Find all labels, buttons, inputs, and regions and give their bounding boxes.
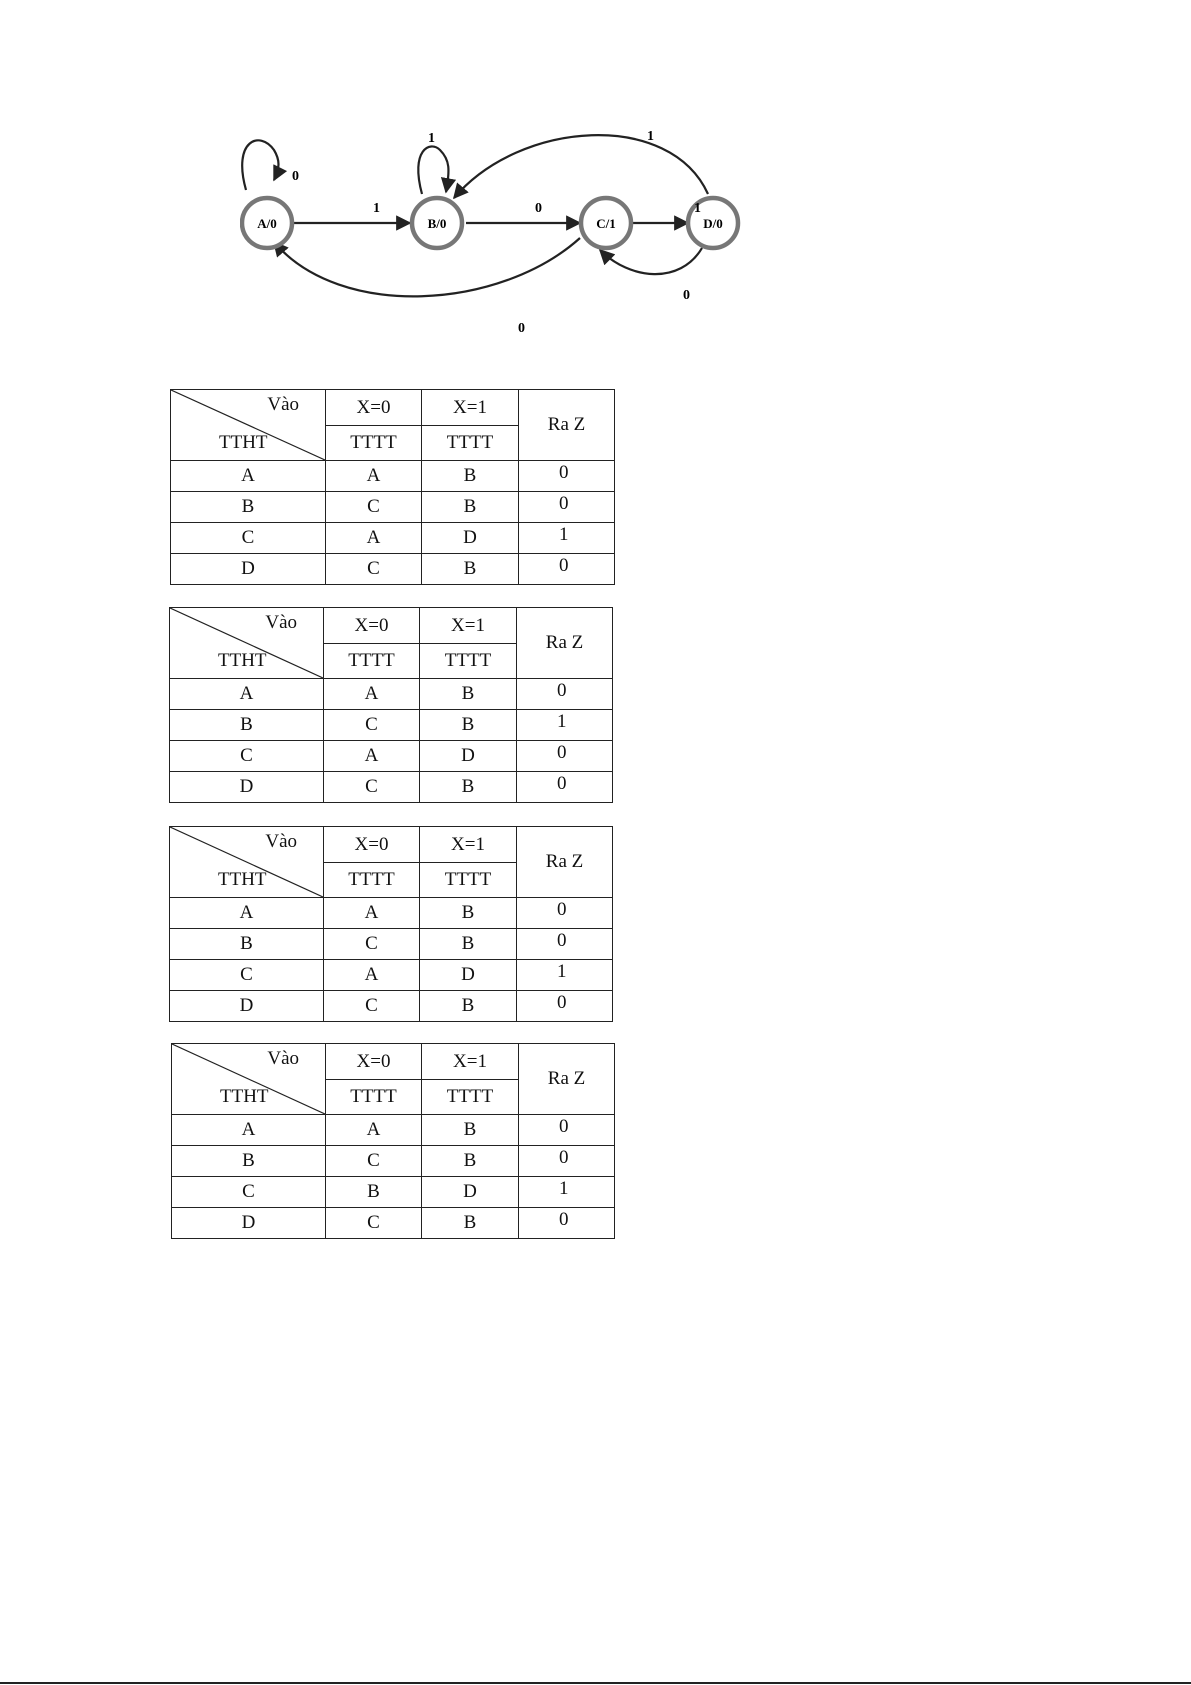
next-state-x1-cell: B bbox=[420, 898, 517, 929]
state-label: TTHT bbox=[218, 869, 267, 890]
output-cell: 1 bbox=[519, 523, 615, 554]
state-node-c bbox=[581, 198, 631, 248]
x0-header: X=0 bbox=[326, 1044, 422, 1080]
output-header: Ra Z bbox=[517, 608, 613, 679]
table-row bbox=[171, 492, 615, 523]
next-state-x0-cell: A bbox=[324, 960, 420, 991]
output-cell: 0 bbox=[517, 679, 613, 710]
next-state-x0-cell: A bbox=[324, 898, 420, 929]
current-state-cell: D bbox=[170, 991, 324, 1022]
next-state-x1-cell: D bbox=[420, 960, 517, 991]
state-label: TTHT bbox=[219, 432, 268, 453]
table-corner-header bbox=[170, 827, 324, 898]
next-state-x1-cell: B bbox=[422, 1146, 519, 1177]
input-label: Vào bbox=[265, 612, 297, 633]
next-state-header-x1: TTTT bbox=[422, 426, 519, 461]
x0-header: X=0 bbox=[324, 827, 420, 863]
table-row bbox=[171, 461, 615, 492]
output-cell: 0 bbox=[517, 991, 613, 1022]
next-state-x0-cell: A bbox=[324, 741, 420, 772]
edge-label-c-a: 0 bbox=[518, 321, 525, 336]
current-state-cell: D bbox=[172, 1208, 326, 1239]
current-state-cell: B bbox=[172, 1146, 326, 1177]
output-cell: 0 bbox=[519, 461, 615, 492]
table-row bbox=[171, 554, 615, 585]
output-header: Ra Z bbox=[519, 390, 615, 461]
current-state-cell: B bbox=[171, 492, 326, 523]
output-cell: 0 bbox=[519, 1146, 615, 1177]
current-state-cell: A bbox=[172, 1115, 326, 1146]
state-node-a bbox=[242, 198, 292, 248]
state-table-1 bbox=[170, 389, 615, 585]
table-row bbox=[170, 679, 613, 710]
next-state-header-x1: TTTT bbox=[422, 1080, 519, 1115]
next-state-x0-cell: A bbox=[326, 461, 422, 492]
x0-header: X=0 bbox=[326, 390, 422, 426]
edge-label-d-b: 1 bbox=[647, 129, 654, 144]
next-state-x0-cell: C bbox=[326, 1146, 422, 1177]
table-row bbox=[170, 991, 613, 1022]
next-state-x0-cell: A bbox=[326, 523, 422, 554]
table-row bbox=[170, 960, 613, 991]
next-state-x0-cell: C bbox=[326, 554, 422, 585]
table-row bbox=[170, 929, 613, 960]
state-label-b: B/0 bbox=[427, 216, 447, 231]
output-cell: 0 bbox=[517, 741, 613, 772]
edge-label-a-a: 0 bbox=[292, 169, 299, 184]
current-state-cell: C bbox=[170, 741, 324, 772]
state-label-a: A/0 bbox=[257, 216, 277, 231]
table-row bbox=[172, 1146, 615, 1177]
next-state-x1-cell: B bbox=[420, 929, 517, 960]
next-state-x1-cell: D bbox=[422, 1177, 519, 1208]
output-cell: 0 bbox=[519, 554, 615, 585]
state-table-2 bbox=[169, 607, 613, 803]
output-cell: 1 bbox=[517, 960, 613, 991]
current-state-cell: C bbox=[172, 1177, 326, 1208]
output-header: Ra Z bbox=[517, 827, 613, 898]
next-state-x1-cell: B bbox=[422, 554, 519, 585]
edge-label-a-b: 1 bbox=[373, 201, 380, 216]
x1-header: X=1 bbox=[420, 827, 517, 863]
state-label: TTHT bbox=[220, 1086, 269, 1107]
next-state-x0-cell: C bbox=[324, 991, 420, 1022]
next-state-x1-cell: D bbox=[422, 523, 519, 554]
next-state-x1-cell: B bbox=[420, 679, 517, 710]
next-state-header-x0: TTTT bbox=[324, 863, 420, 898]
output-cell: 0 bbox=[519, 1115, 615, 1146]
current-state-cell: A bbox=[170, 898, 324, 929]
current-state-cell: B bbox=[170, 710, 324, 741]
table-corner-header bbox=[170, 608, 324, 679]
next-state-x1-cell: B bbox=[422, 1115, 519, 1146]
next-state-x1-cell: B bbox=[420, 772, 517, 803]
current-state-cell: C bbox=[170, 960, 324, 991]
next-state-x0-cell: B bbox=[326, 1177, 422, 1208]
table-row bbox=[170, 710, 613, 741]
x0-header: X=0 bbox=[324, 608, 420, 644]
state-table-4 bbox=[171, 1043, 615, 1239]
output-cell: 0 bbox=[517, 772, 613, 803]
input-label: Vào bbox=[267, 1048, 299, 1069]
output-cell: 1 bbox=[517, 710, 613, 741]
current-state-cell: A bbox=[171, 461, 326, 492]
next-state-x0-cell: C bbox=[324, 710, 420, 741]
x1-header: X=1 bbox=[422, 1044, 519, 1080]
x1-header: X=1 bbox=[422, 390, 519, 426]
current-state-cell: D bbox=[170, 772, 324, 803]
edge-label-d-c: 0 bbox=[683, 288, 690, 303]
next-state-x1-cell: B bbox=[422, 1208, 519, 1239]
next-state-header-x1: TTTT bbox=[420, 644, 517, 679]
output-cell: 0 bbox=[519, 492, 615, 523]
next-state-x0-cell: A bbox=[324, 679, 420, 710]
transition-d-c bbox=[600, 248, 702, 274]
edge-label-b-b: 1 bbox=[428, 131, 435, 146]
state-diagram bbox=[240, 110, 800, 350]
transition-d-b bbox=[454, 135, 708, 198]
next-state-x1-cell: D bbox=[420, 741, 517, 772]
next-state-header-x1: TTTT bbox=[420, 863, 517, 898]
current-state-cell: B bbox=[170, 929, 324, 960]
output-cell: 0 bbox=[517, 929, 613, 960]
state-label-c: C/1 bbox=[596, 216, 616, 231]
output-header: Ra Z bbox=[519, 1044, 615, 1115]
next-state-x0-cell: C bbox=[326, 1208, 422, 1239]
next-state-x1-cell: B bbox=[422, 492, 519, 523]
edge-label-c-d: 1 bbox=[694, 201, 701, 216]
next-state-header-x0: TTTT bbox=[326, 1080, 422, 1115]
x1-header: X=1 bbox=[420, 608, 517, 644]
next-state-x0-cell: C bbox=[324, 772, 420, 803]
edge-label-b-c: 0 bbox=[535, 201, 542, 216]
next-state-x0-cell: A bbox=[326, 1115, 422, 1146]
table-row bbox=[172, 1115, 615, 1146]
current-state-cell: D bbox=[171, 554, 326, 585]
state-label-d: D/0 bbox=[703, 216, 723, 231]
page-bottom-rule bbox=[0, 1682, 1191, 1684]
table-row bbox=[172, 1208, 615, 1239]
input-label: Vào bbox=[265, 831, 297, 852]
next-state-x0-cell: C bbox=[324, 929, 420, 960]
table-row bbox=[172, 1177, 615, 1208]
next-state-x0-cell: C bbox=[326, 492, 422, 523]
output-cell: 1 bbox=[519, 1177, 615, 1208]
current-state-cell: A bbox=[170, 679, 324, 710]
state-node-b bbox=[412, 198, 462, 248]
next-state-header-x0: TTTT bbox=[326, 426, 422, 461]
next-state-x1-cell: B bbox=[422, 461, 519, 492]
table-row bbox=[171, 523, 615, 554]
table-row bbox=[170, 898, 613, 929]
table-row bbox=[170, 741, 613, 772]
next-state-header-x0: TTTT bbox=[324, 644, 420, 679]
current-state-cell: C bbox=[171, 523, 326, 554]
input-label: Vào bbox=[267, 394, 299, 415]
transition-a-a bbox=[242, 140, 278, 190]
transition-b-b bbox=[418, 146, 448, 194]
next-state-x1-cell: B bbox=[420, 710, 517, 741]
table-row bbox=[170, 772, 613, 803]
state-table-3 bbox=[169, 826, 613, 1022]
output-cell: 0 bbox=[517, 898, 613, 929]
table-corner-header bbox=[172, 1044, 326, 1115]
state-label: TTHT bbox=[218, 650, 267, 671]
table-corner-header bbox=[171, 390, 326, 461]
next-state-x1-cell: B bbox=[420, 991, 517, 1022]
output-cell: 0 bbox=[519, 1208, 615, 1239]
